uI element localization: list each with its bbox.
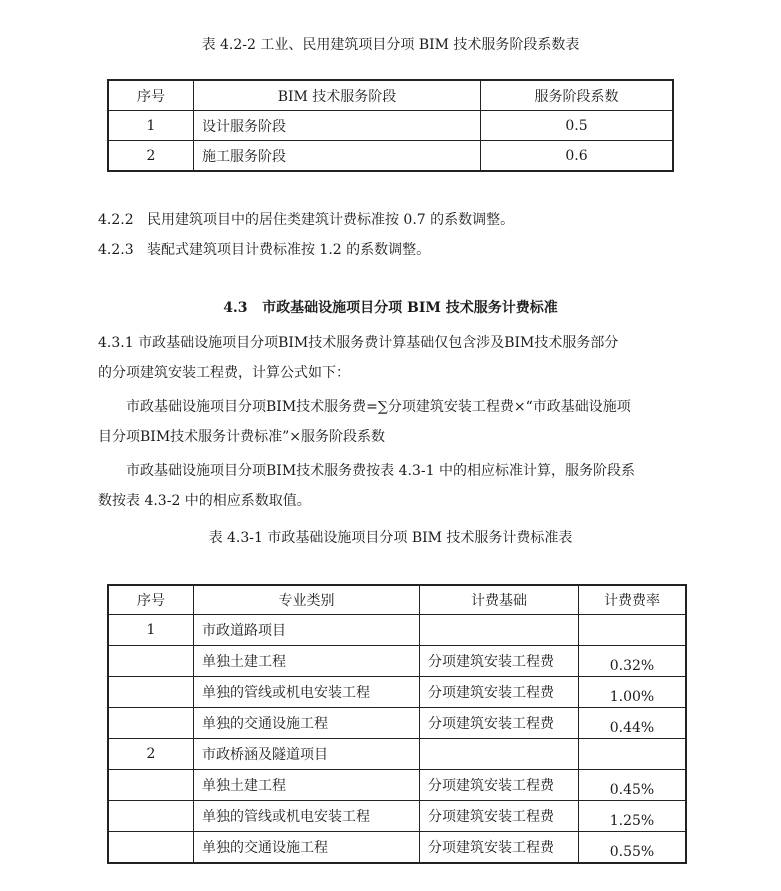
table-cell: 市政桥涵及隧道项目 [194,739,420,770]
table-row [108,141,673,172]
header-cell: 服务阶段系数 [481,80,674,111]
table-cell: 分项建筑安装工程费 [420,832,579,864]
table-cell: 0.6 [481,141,674,172]
table-cell: 0.45% [579,770,687,801]
table-cell: 分项建筑安装工程费 [420,677,579,708]
table-header-row [108,585,686,615]
header-cell: 计费基础 [420,585,579,615]
table-cell: 2 [108,141,194,172]
table-cell [579,739,687,770]
header-cell: 计费费率 [579,585,687,615]
fee-standard-table [107,584,687,864]
table-cell: 0.32% [579,646,687,677]
table-cell: 分项建筑安装工程费 [420,801,579,832]
table-cell [108,832,194,864]
header-cell: 序号 [108,585,194,615]
table-cell: 分项建筑安装工程费 [420,708,579,739]
table-cell: 0.44% [579,708,687,739]
table-cell: 单独土建工程 [194,770,420,801]
table-row [108,801,686,832]
table-cell: 分项建筑安装工程费 [420,770,579,801]
table-cell [108,708,194,739]
standard-line2: 数按表 4.3-2 中的相应系数取值。 [98,493,311,509]
table-cell: 单独的管线或机电安装工程 [194,677,420,708]
table2-caption: 表 4.3-1 市政基础设施项目分项 BIM 技术服务计费标准表 [208,530,573,546]
formula-line2: 目分项BIM技术服务计费标准”×服务阶段系数 [98,429,386,445]
header-cell: 序号 [108,80,194,111]
header-cell: BIM 技术服务阶段 [194,80,481,111]
table-cell: 单独的管线或机电安装工程 [194,801,420,832]
table-cell [108,646,194,677]
table-cell: 单独的交通设施工程 [194,708,420,739]
table-cell: 0.55% [579,832,687,864]
table-cell [108,801,194,832]
header-cell: 专业类别 [194,585,420,615]
clause-4-3-1-line2: 的分项建筑安装工程费，计算公式如下： [98,365,350,381]
table-cell: 单独的交通设施工程 [194,832,420,864]
table-cell: 1.25% [579,801,687,832]
table-row [108,677,686,708]
stage-coefficient-table [107,79,674,172]
table-cell: 0.5 [481,111,674,141]
table-cell [420,615,579,646]
table-row [108,739,686,770]
table-row [108,708,686,739]
formula-line1: 市政基础设施项目分项BIM技术服务费=∑分项建筑安装工程费×“市政基础设施项 [126,399,631,415]
table-cell: 1.00% [579,677,687,708]
clause-4-3-1-line1: 4.3.1 市政基础设施项目分项BIM技术服务费计算基础仅包含涉及BIM技术服务部分 [98,335,619,351]
table-cell: 分项建筑安装工程费 [420,646,579,677]
section-heading: 4.3 市政基础设施项目分项 BIM 技术服务计费标准 [223,300,558,316]
table-cell [420,739,579,770]
table-cell: 单独土建工程 [194,646,420,677]
table-cell [579,615,687,646]
clause-4-2-2: 4.2.2 民用建筑项目中的居住类建筑计费标准按 0.7 的系数调整。 [98,212,515,228]
table1-caption: 表 4.2-2 工业、民用建筑项目分项 BIM 技术服务阶段系数表 [201,37,580,53]
table-cell [108,770,194,801]
table-cell: 施工服务阶段 [194,141,481,172]
table-cell: 市政道路项目 [194,615,420,646]
table-cell: 1 [108,615,194,646]
table-row [108,615,686,646]
table-header-row [108,80,673,111]
table-row [108,832,686,864]
table-cell: 设计服务阶段 [194,111,481,141]
table-row [108,770,686,801]
table-cell: 1 [108,111,194,141]
standard-line1: 市政基础设施项目分项BIM技术服务费按表 4.3-1 中的相应标准计算，服务阶段系 [126,463,635,479]
table-cell [108,677,194,708]
table-row [108,646,686,677]
table-cell: 2 [108,739,194,770]
table-row [108,111,673,141]
clause-4-2-3: 4.2.3 装配式建筑项目计费标准按 1.2 的系数调整。 [98,242,431,258]
